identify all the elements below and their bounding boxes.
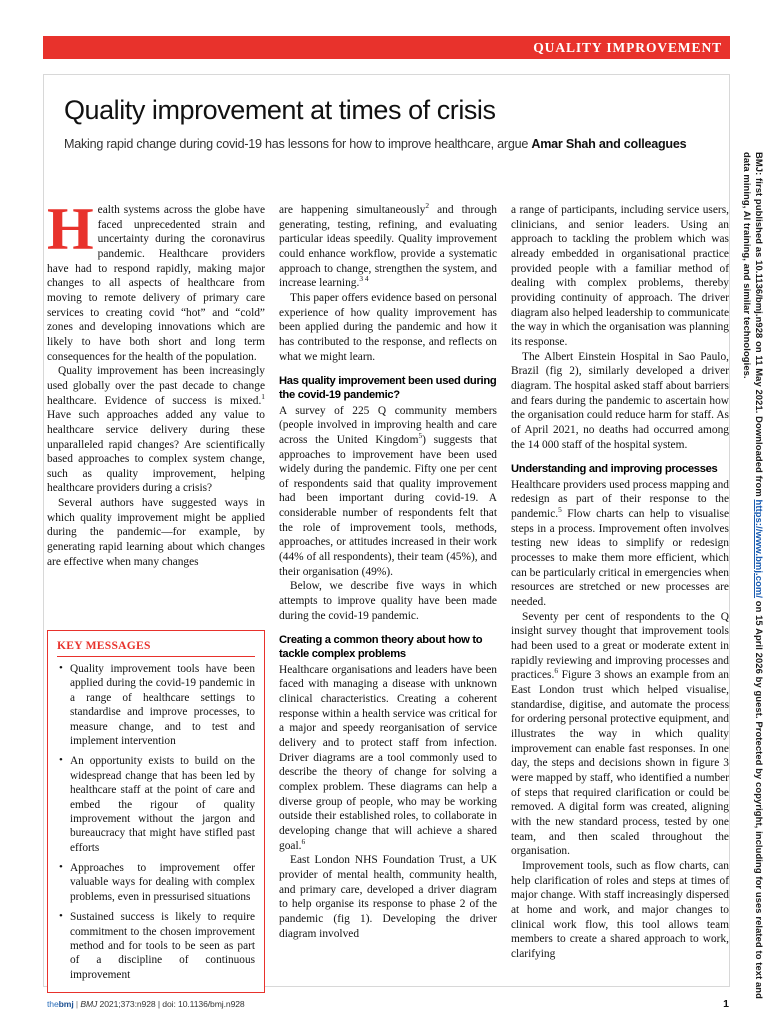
paragraph: Several authors have suggested ways in which quality improvement might be applied during the pandemic—for example, by generating rapid learning about which changes are effective when many changes bbox=[47, 497, 265, 568]
key-messages-title: KEY MESSAGES bbox=[57, 639, 255, 657]
paragraph bbox=[511, 478, 729, 610]
paragraph: The Albert Einstein Hospital in Sao Paulo, Brazil (fig 2), similarly developed a driver diagram. The hospital asked staff about barriers and fears during the pandemic to ascertain how the organisation could reduce harm for staff. As of April 2021, no deaths had occurred among the 14 000 staff of the hospital system. bbox=[511, 350, 729, 451]
column-3 bbox=[511, 203, 729, 983]
sidenote-part1: BMJ: first published as 10.1136/bmj.n928 on 11 May 2021. Downloaded from bbox=[754, 152, 765, 500]
paragraph: Improvement tools, such as flow charts, can help clarification of roles and steps at times of major change. With staff increasingly dispersed at home and work, and major changes to clinical work flow, this tool allows team members to create a shared approach to work, clarifying bbox=[511, 859, 729, 960]
column-2 bbox=[279, 203, 497, 983]
paragraph bbox=[47, 196, 265, 364]
paragraph-text: Figure 3 shows an example from an East London trust which helped visualise, standardise, digitise, and automate the process for ordering personal protective equipment, and illustrates the way in which quality improvement can enable fast responses. In one day, the steps and decisions shown in figure 3 were mapped by staff, who identified a number of steps that required clarification or could be removed. A digital form was created, aligning with the new standard process, tested by one team, and then scaled throughout the organisation. bbox=[511, 669, 729, 858]
paragraph bbox=[279, 663, 497, 854]
section-banner bbox=[43, 36, 730, 59]
footer-separator: | bbox=[73, 999, 81, 1009]
section-heading: Has quality improvement been used during the covid-19 pandemic? bbox=[279, 375, 497, 401]
paragraph-text: are happening simultaneously bbox=[279, 204, 426, 216]
footer-doi: 2021;373:n928 | doi: 10.1136/bmj.n928 bbox=[97, 999, 245, 1009]
standfirst-authors: Amar Shah and colleagues bbox=[531, 137, 687, 152]
reference-marker: 6 bbox=[554, 666, 559, 676]
paragraph-text: Healthcare organisations and leaders have been faced with managing a disease with unknown clinical characteristics. Creating a coherent response within a health service was critical for a major and speedy reorganisation of service delivery and to protect staff from infection. Driver diagrams are a tool commonly used to describe the theory of change for solving a complex problem. These diagrams can help a diverse group of people, who may be working outside their established roles, to collaborate in developing change that will achieve a shared goal. bbox=[279, 663, 497, 852]
paragraph bbox=[279, 203, 497, 291]
reference-marker: 3 4 bbox=[359, 274, 369, 284]
paragraph bbox=[47, 364, 265, 496]
paragraph: East London NHS Foundation Trust, a UK provider of mental health, community health, and primary care, developed a driver diagram to help organise its response to phase 2 of the pandemic (fig 1). Developing the driver diagram involved bbox=[279, 854, 497, 940]
column-1 bbox=[47, 196, 265, 983]
copyright-sidenote bbox=[731, 152, 767, 1002]
paragraph-text: Seventy per cent of respondents to the Q insight survey thought that improvement tools had been used to a great or moderate extent in rapidly reviewing and improving processes and practices. bbox=[511, 610, 729, 682]
paragraph-text: Healthcare providers used process mapping and redesign as part of their response to the pandemic. bbox=[511, 478, 729, 521]
standfirst-text: Making rapid change during covid-19 has lessons for how to improve healthcare, argue bbox=[64, 137, 532, 152]
reference-marker: 2 bbox=[425, 201, 430, 211]
bmj-logo-the: the bbox=[47, 999, 59, 1009]
key-messages-list bbox=[57, 662, 255, 982]
paragraph bbox=[279, 404, 497, 580]
key-messages-box bbox=[47, 630, 265, 993]
copyright-sidenote-text bbox=[741, 152, 765, 1000]
drop-cap: H bbox=[47, 196, 94, 262]
sidenote-part2: on 15 April 2026 by guest. Protected by copyright, including for uses related to text and data mining, AI training, and similar technologies. bbox=[741, 152, 765, 999]
paragraph-text: and through generating, testing, refining, and evaluating particular ideas speedily. Quality improvement could enhance workflow, provide a systematic approach to change, strengthen the system, and increase learning. bbox=[279, 204, 497, 290]
list-item: • Quality improvement tools have been applied during the covid-19 pandemic in a range of healthcare settings to standardise and improve processes, to measure change, and to test and implement intervention bbox=[70, 662, 255, 748]
paragraph: This paper offers evidence based on personal experience of how quality improvement has been applied during the pandemic and how it has contributed to the response, and reflects on what we might learn. bbox=[279, 291, 497, 363]
reference-marker: 5 bbox=[558, 505, 562, 515]
reference-marker: 1 bbox=[261, 391, 265, 401]
list-item: • Approaches to improvement offer valuable ways for dealing with complex problems, even in pressurised situations bbox=[70, 861, 255, 904]
footer-citation bbox=[47, 999, 245, 1009]
paragraph-text: Flow charts can help to visualise steps in a process. Improvement often involves testing new ideas to simplify or redesign processes to make them more efficient, which can be particularly critical in emergencies when resources are stretched or new processes are needed. bbox=[511, 508, 730, 609]
page-footer bbox=[47, 998, 729, 1010]
paragraph-text: Quality improvement has been increasingly used globally over the past decade to change healthcare. Evidence of success is mixed. bbox=[47, 365, 265, 407]
reference-marker: 5 bbox=[418, 431, 423, 441]
reference-marker: 6 bbox=[301, 836, 306, 846]
bmj-url-link[interactable]: https://www.bmj.com/ bbox=[754, 499, 765, 599]
paragraph-text: A survey of 225 Q community members (people involved in improving health and care across the United Kingdom bbox=[279, 404, 497, 446]
section-heading: Understanding and improving processes bbox=[511, 463, 718, 476]
paragraph-text: ) suggests that approaches to improvement have been used widely during the pandemic. Fifty one per cent of respondents said that quality improvement had been important during covid-19. A considerable number of respondents felt that the role of improvement tools, methods, approaches, or attitudes increased in their work (44% of all respondents), their team (45%), and their organisation (49%). bbox=[279, 433, 497, 578]
paragraph: Below, we describe five ways in which attempts to improve quality have been made during the covid-19 pandemic. bbox=[279, 580, 497, 622]
paragraph bbox=[511, 610, 729, 859]
list-item: • An opportunity exists to build on the widespread change that has been led by healthcare staff at the point of care and embed the rigour of quality improvement without the jargon and bureaucracy that might have stifled past efforts bbox=[70, 754, 255, 855]
section-heading: Creating a common theory about how to tackle complex problems bbox=[279, 634, 483, 661]
paragraph: a range of participants, including service users, clinicians, and senior leaders. Using an approach to tackling the problem which was already embedded in organisational practice provided people with a familiar method of dealing with complex problems, thereby providing continuity of approach. The driver diagram also helped leadership to communicate the way in which the organisation was planning its response. bbox=[511, 204, 729, 348]
banner-label: QUALITY IMPROVEMENT bbox=[533, 39, 722, 55]
list-item: • Sustained success is likely to require commitment to the chosen improvement method and for tools to be seen as part of a discipline of continuous improvement bbox=[70, 910, 255, 982]
bmj-logo-bmj: bmj bbox=[58, 999, 74, 1009]
body-columns bbox=[47, 196, 730, 983]
paragraph-text: ealth systems across the globe have faced unprecedented strain and uncertainty during the coronavirus pandemic. Healthcare providers have had to respond rapidly, making major changes to all aspects of healthcare from moving to remote delivery of primary care services to creating covid “hot” and “cold” zones and developing innovations which are likely to have both short and long term consequences for the health of the population. bbox=[47, 204, 265, 363]
page-number: 1 bbox=[723, 998, 729, 1010]
page-title: Quality improvement at times of crisis bbox=[64, 95, 496, 125]
standfirst bbox=[64, 136, 713, 153]
footer-journal: BMJ bbox=[80, 999, 98, 1009]
paragraph-text: Have such approaches added any value to healthcare service delivery during these unparalleled rapid changes? Are scientifically based approaches to complex system change, such as quality improvement, helping healthcare providers during a crisis? bbox=[47, 409, 265, 495]
